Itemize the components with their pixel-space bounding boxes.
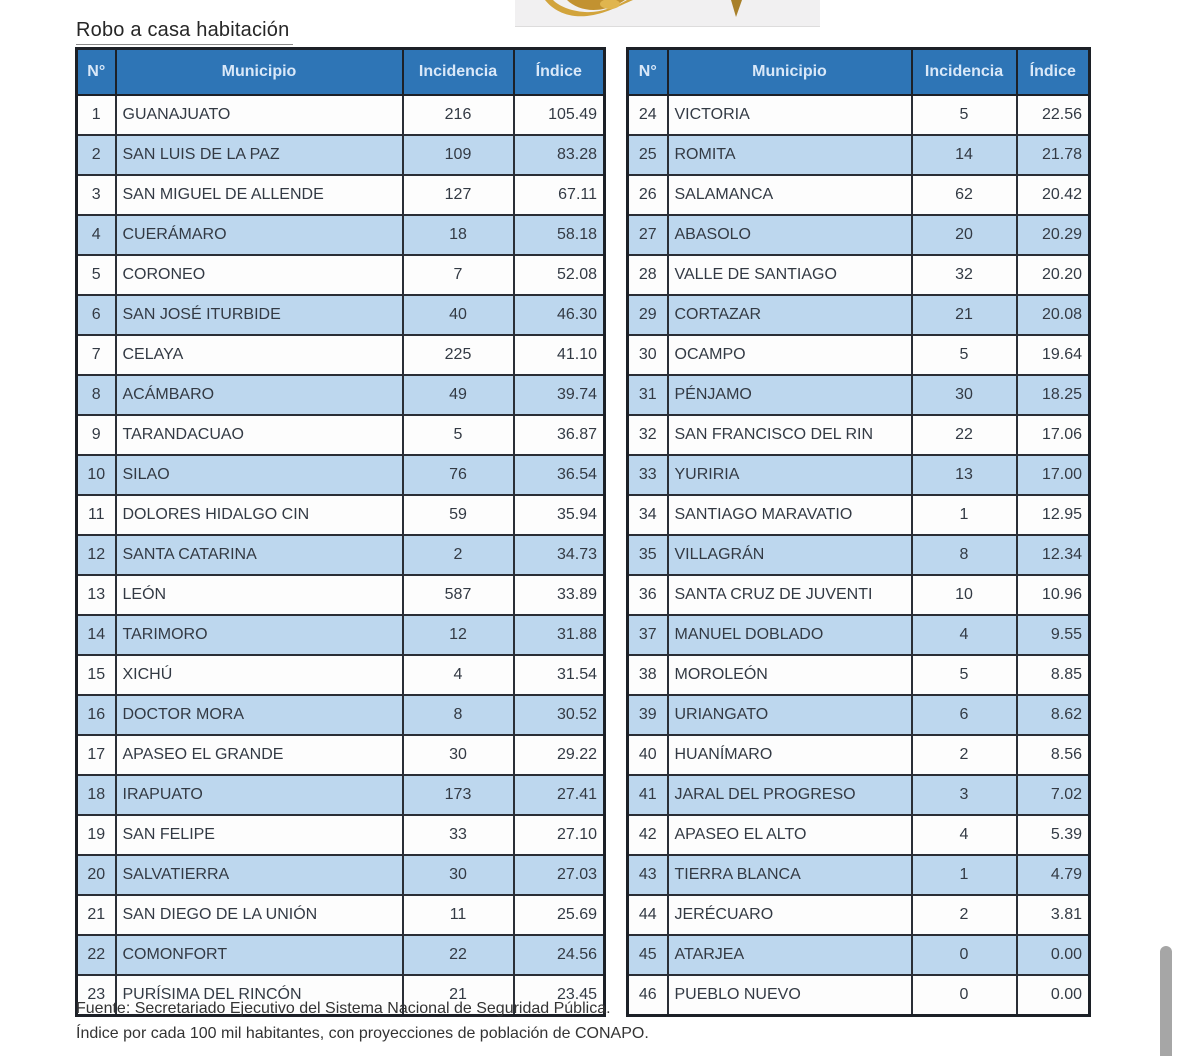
cell-municipio: ROMITA xyxy=(668,135,912,175)
cell-municipio: ACÁMBARO xyxy=(116,375,403,415)
cell-municipio: SAN FELIPE xyxy=(116,815,403,855)
table-row xyxy=(628,135,1090,175)
cell-municipio: MOROLEÓN xyxy=(668,655,912,695)
cell-indice: 27.03 xyxy=(514,855,605,895)
table-row xyxy=(628,855,1090,895)
cell-indice: 36.87 xyxy=(514,415,605,455)
cell-n: 26 xyxy=(628,175,668,215)
cell-indice: 20.20 xyxy=(1017,255,1090,295)
cell-incidencia: 22 xyxy=(912,415,1017,455)
cell-n: 46 xyxy=(628,975,668,1016)
cell-indice: 39.74 xyxy=(514,375,605,415)
cell-n: 45 xyxy=(628,935,668,975)
cell-indice: 5.39 xyxy=(1017,815,1090,855)
cell-incidencia: 5 xyxy=(403,415,514,455)
cell-municipio: APASEO EL ALTO xyxy=(668,815,912,855)
cell-municipio: SALAMANCA xyxy=(668,175,912,215)
cell-indice: 8.62 xyxy=(1017,695,1090,735)
cell-n: 7 xyxy=(77,335,116,375)
cell-indice: 31.88 xyxy=(514,615,605,655)
cell-n: 13 xyxy=(77,575,116,615)
cell-indice: 41.10 xyxy=(514,335,605,375)
table-row xyxy=(77,415,605,455)
cell-indice: 8.56 xyxy=(1017,735,1090,775)
cell-n: 10 xyxy=(77,455,116,495)
table-row xyxy=(628,335,1090,375)
table-row xyxy=(77,295,605,335)
cell-municipio: URIANGATO xyxy=(668,695,912,735)
cell-incidencia: 21 xyxy=(403,975,514,1016)
cell-indice: 12.34 xyxy=(1017,535,1090,575)
cell-incidencia: 49 xyxy=(403,375,514,415)
col-header-num: N° xyxy=(77,49,116,96)
table-row xyxy=(628,415,1090,455)
cell-indice: 19.64 xyxy=(1017,335,1090,375)
cell-incidencia: 2 xyxy=(912,895,1017,935)
cell-municipio: MANUEL DOBLADO xyxy=(668,615,912,655)
table-row xyxy=(77,375,605,415)
cell-incidencia: 5 xyxy=(912,335,1017,375)
table-row xyxy=(628,975,1090,1016)
cell-municipio: SAN MIGUEL DE ALLENDE xyxy=(116,175,403,215)
table-row xyxy=(77,215,605,255)
table-row xyxy=(628,535,1090,575)
cell-n: 38 xyxy=(628,655,668,695)
cell-incidencia: 22 xyxy=(403,935,514,975)
footnotes xyxy=(76,996,649,1046)
cell-incidencia: 8 xyxy=(912,535,1017,575)
cell-municipio: JERÉCUARO xyxy=(668,895,912,935)
col-header-incidencia: Incidencia xyxy=(912,49,1017,96)
municipality-tables xyxy=(75,47,1091,1017)
table-row xyxy=(628,775,1090,815)
cell-n: 27 xyxy=(628,215,668,255)
cell-municipio: CORTAZAR xyxy=(668,295,912,335)
cell-municipio: PURÍSIMA DEL RINCÓN xyxy=(116,975,403,1016)
cell-indice: 20.42 xyxy=(1017,175,1090,215)
cell-indice: 67.11 xyxy=(514,175,605,215)
cell-indice: 0.00 xyxy=(1017,975,1090,1016)
cell-incidencia: 225 xyxy=(403,335,514,375)
table-row xyxy=(77,335,605,375)
cell-indice: 12.95 xyxy=(1017,495,1090,535)
cell-indice: 20.29 xyxy=(1017,215,1090,255)
cell-incidencia: 2 xyxy=(403,535,514,575)
cell-n: 16 xyxy=(77,695,116,735)
cell-indice: 24.56 xyxy=(514,935,605,975)
table-row xyxy=(77,175,605,215)
cell-municipio: CELAYA xyxy=(116,335,403,375)
cell-incidencia: 18 xyxy=(403,215,514,255)
cell-incidencia: 5 xyxy=(912,95,1017,135)
cell-incidencia: 20 xyxy=(912,215,1017,255)
cell-incidencia: 4 xyxy=(912,815,1017,855)
cell-n: 25 xyxy=(628,135,668,175)
table-row xyxy=(77,775,605,815)
cell-indice: 0.00 xyxy=(1017,935,1090,975)
cell-municipio: VALLE DE SANTIAGO xyxy=(668,255,912,295)
col-header-indice: Índice xyxy=(1017,49,1090,96)
cell-municipio: VILLAGRÁN xyxy=(668,535,912,575)
cell-n: 41 xyxy=(628,775,668,815)
cell-indice: 25.69 xyxy=(514,895,605,935)
cell-incidencia: 13 xyxy=(912,455,1017,495)
cell-n: 12 xyxy=(77,535,116,575)
cell-n: 43 xyxy=(628,855,668,895)
cell-municipio: SAN JOSÉ ITURBIDE xyxy=(116,295,403,335)
table-row xyxy=(628,255,1090,295)
cell-n: 2 xyxy=(77,135,116,175)
table-row xyxy=(628,815,1090,855)
cell-n: 22 xyxy=(77,935,116,975)
table-row xyxy=(628,575,1090,615)
cell-incidencia: 40 xyxy=(403,295,514,335)
scrollbar-thumb[interactable] xyxy=(1160,946,1172,1056)
cell-incidencia: 4 xyxy=(403,655,514,695)
cell-n: 40 xyxy=(628,735,668,775)
cell-n: 31 xyxy=(628,375,668,415)
table-right xyxy=(626,47,1091,1017)
cell-incidencia: 30 xyxy=(403,855,514,895)
cell-municipio: YURIRIA xyxy=(668,455,912,495)
cell-municipio: ABASOLO xyxy=(668,215,912,255)
table-row xyxy=(77,535,605,575)
table-row xyxy=(77,95,605,135)
cell-incidencia: 1 xyxy=(912,855,1017,895)
cell-incidencia: 32 xyxy=(912,255,1017,295)
cell-municipio: IRAPUATO xyxy=(116,775,403,815)
cell-incidencia: 6 xyxy=(912,695,1017,735)
page-title: Robo a casa habitación xyxy=(76,19,293,45)
cell-indice: 30.52 xyxy=(514,695,605,735)
cell-indice: 36.54 xyxy=(514,455,605,495)
cell-indice: 35.94 xyxy=(514,495,605,535)
cell-incidencia: 30 xyxy=(912,375,1017,415)
cell-indice: 34.73 xyxy=(514,535,605,575)
cell-indice: 83.28 xyxy=(514,135,605,175)
cell-indice: 21.78 xyxy=(1017,135,1090,175)
cell-municipio: SAN FRANCISCO DEL RIN xyxy=(668,415,912,455)
table-row xyxy=(77,935,605,975)
cell-n: 14 xyxy=(77,615,116,655)
table-header-row xyxy=(77,49,605,96)
cell-municipio: SAN DIEGO DE LA UNIÓN xyxy=(116,895,403,935)
table-row xyxy=(628,615,1090,655)
cell-indice: 22.56 xyxy=(1017,95,1090,135)
cell-n: 3 xyxy=(77,175,116,215)
table-row xyxy=(77,135,605,175)
cell-municipio: PUEBLO NUEVO xyxy=(668,975,912,1016)
cropped-logo-band xyxy=(515,0,820,27)
cell-n: 29 xyxy=(628,295,668,335)
col-header-municipio: Municipio xyxy=(116,49,403,96)
cell-municipio: VICTORIA xyxy=(668,95,912,135)
cell-municipio: SANTIAGO MARAVATIO xyxy=(668,495,912,535)
table-row xyxy=(77,575,605,615)
table-row xyxy=(77,695,605,735)
table-header-row xyxy=(628,49,1090,96)
cell-municipio: CUERÁMARO xyxy=(116,215,403,255)
cell-municipio: DOLORES HIDALGO CIN xyxy=(116,495,403,535)
cell-indice: 27.10 xyxy=(514,815,605,855)
cell-incidencia: 3 xyxy=(912,775,1017,815)
table-row xyxy=(628,295,1090,335)
source-note: Fuente: Secretariado Ejecutivo del Sistema Nacional de Seguridad Pública. xyxy=(76,1000,611,1017)
cell-municipio: TARIMORO xyxy=(116,615,403,655)
cell-indice: 29.22 xyxy=(514,735,605,775)
table-row xyxy=(628,175,1090,215)
col-header-municipio: Municipio xyxy=(668,49,912,96)
cell-indice: 58.18 xyxy=(514,215,605,255)
table-row xyxy=(628,695,1090,735)
cell-indice: 3.81 xyxy=(1017,895,1090,935)
cell-n: 33 xyxy=(628,455,668,495)
cell-incidencia: 0 xyxy=(912,975,1017,1016)
cell-incidencia: 14 xyxy=(912,135,1017,175)
cell-n: 36 xyxy=(628,575,668,615)
cell-municipio: SAN LUIS DE LA PAZ xyxy=(116,135,403,175)
cell-indice: 4.79 xyxy=(1017,855,1090,895)
cell-n: 42 xyxy=(628,815,668,855)
cell-n: 1 xyxy=(77,95,116,135)
cell-indice: 20.08 xyxy=(1017,295,1090,335)
cell-incidencia: 0 xyxy=(912,935,1017,975)
cell-municipio: DOCTOR MORA xyxy=(116,695,403,735)
cell-n: 39 xyxy=(628,695,668,735)
table-row xyxy=(628,895,1090,935)
cell-incidencia: 76 xyxy=(403,455,514,495)
cell-n: 11 xyxy=(77,495,116,535)
cell-municipio: HUANÍMARO xyxy=(668,735,912,775)
table-row xyxy=(77,255,605,295)
table-row xyxy=(77,855,605,895)
index-note: Índice por cada 100 mil habitantes, con proyecciones de población de CONAPO. xyxy=(76,1025,649,1042)
cell-indice: 17.06 xyxy=(1017,415,1090,455)
cell-n: 21 xyxy=(77,895,116,935)
cell-municipio: SALVATIERRA xyxy=(116,855,403,895)
table-left xyxy=(75,47,606,1017)
cell-municipio: XICHÚ xyxy=(116,655,403,695)
cell-n: 4 xyxy=(77,215,116,255)
table-row xyxy=(77,455,605,495)
table-row xyxy=(77,735,605,775)
cell-incidencia: 5 xyxy=(912,655,1017,695)
cell-incidencia: 587 xyxy=(403,575,514,615)
cell-n: 23 xyxy=(77,975,116,1016)
cell-indice: 31.54 xyxy=(514,655,605,695)
cell-municipio: LEÓN xyxy=(116,575,403,615)
cell-indice: 8.85 xyxy=(1017,655,1090,695)
table-row xyxy=(77,615,605,655)
table-row xyxy=(628,95,1090,135)
cell-n: 8 xyxy=(77,375,116,415)
cell-municipio: SILAO xyxy=(116,455,403,495)
cell-n: 6 xyxy=(77,295,116,335)
cell-indice: 105.49 xyxy=(514,95,605,135)
cell-incidencia: 8 xyxy=(403,695,514,735)
cell-municipio: COMONFORT xyxy=(116,935,403,975)
cell-n: 30 xyxy=(628,335,668,375)
cell-incidencia: 7 xyxy=(403,255,514,295)
table-row xyxy=(628,935,1090,975)
cell-municipio: ATARJEA xyxy=(668,935,912,975)
table-row xyxy=(77,655,605,695)
cell-indice: 27.41 xyxy=(514,775,605,815)
table-row xyxy=(628,455,1090,495)
cell-indice: 18.25 xyxy=(1017,375,1090,415)
col-header-indice: Índice xyxy=(514,49,605,96)
cell-incidencia: 4 xyxy=(912,615,1017,655)
cell-n: 18 xyxy=(77,775,116,815)
cell-municipio: PÉNJAMO xyxy=(668,375,912,415)
cell-indice: 52.08 xyxy=(514,255,605,295)
logo-graphic-icon xyxy=(515,0,820,26)
table-row xyxy=(628,735,1090,775)
cell-indice: 9.55 xyxy=(1017,615,1090,655)
table-row xyxy=(77,815,605,855)
cell-indice: 10.96 xyxy=(1017,575,1090,615)
cell-incidencia: 2 xyxy=(912,735,1017,775)
cell-n: 28 xyxy=(628,255,668,295)
cell-n: 24 xyxy=(628,95,668,135)
cell-municipio: JARAL DEL PROGRESO xyxy=(668,775,912,815)
cell-incidencia: 216 xyxy=(403,95,514,135)
cell-municipio: APASEO EL GRANDE xyxy=(116,735,403,775)
cell-municipio: TARANDACUAO xyxy=(116,415,403,455)
cell-n: 9 xyxy=(77,415,116,455)
table-row xyxy=(628,655,1090,695)
cell-incidencia: 21 xyxy=(912,295,1017,335)
cell-indice: 23.45 xyxy=(514,975,605,1016)
cell-n: 35 xyxy=(628,535,668,575)
cell-incidencia: 11 xyxy=(403,895,514,935)
cell-municipio: GUANAJUATO xyxy=(116,95,403,135)
cell-incidencia: 10 xyxy=(912,575,1017,615)
cell-indice: 17.00 xyxy=(1017,455,1090,495)
cell-n: 44 xyxy=(628,895,668,935)
cell-indice: 33.89 xyxy=(514,575,605,615)
cell-n: 32 xyxy=(628,415,668,455)
cell-n: 34 xyxy=(628,495,668,535)
cell-n: 5 xyxy=(77,255,116,295)
cell-incidencia: 109 xyxy=(403,135,514,175)
cell-n: 19 xyxy=(77,815,116,855)
cell-incidencia: 30 xyxy=(403,735,514,775)
cell-incidencia: 62 xyxy=(912,175,1017,215)
table-row xyxy=(77,895,605,935)
table-row xyxy=(77,495,605,535)
cell-indice: 46.30 xyxy=(514,295,605,335)
cell-incidencia: 33 xyxy=(403,815,514,855)
cell-incidencia: 173 xyxy=(403,775,514,815)
cell-incidencia: 59 xyxy=(403,495,514,535)
cell-n: 37 xyxy=(628,615,668,655)
cell-municipio: TIERRA BLANCA xyxy=(668,855,912,895)
table-row xyxy=(628,215,1090,255)
col-header-incidencia: Incidencia xyxy=(403,49,514,96)
cell-incidencia: 127 xyxy=(403,175,514,215)
cell-incidencia: 12 xyxy=(403,615,514,655)
cell-indice: 7.02 xyxy=(1017,775,1090,815)
cell-municipio: SANTA CRUZ DE JUVENTI xyxy=(668,575,912,615)
col-header-num: N° xyxy=(628,49,668,96)
cell-municipio: OCAMPO xyxy=(668,335,912,375)
cell-municipio: SANTA CATARINA xyxy=(116,535,403,575)
cell-municipio: CORONEO xyxy=(116,255,403,295)
table-row xyxy=(628,375,1090,415)
cell-incidencia: 1 xyxy=(912,495,1017,535)
cell-n: 15 xyxy=(77,655,116,695)
table-row xyxy=(628,495,1090,535)
cell-n: 20 xyxy=(77,855,116,895)
cell-n: 17 xyxy=(77,735,116,775)
